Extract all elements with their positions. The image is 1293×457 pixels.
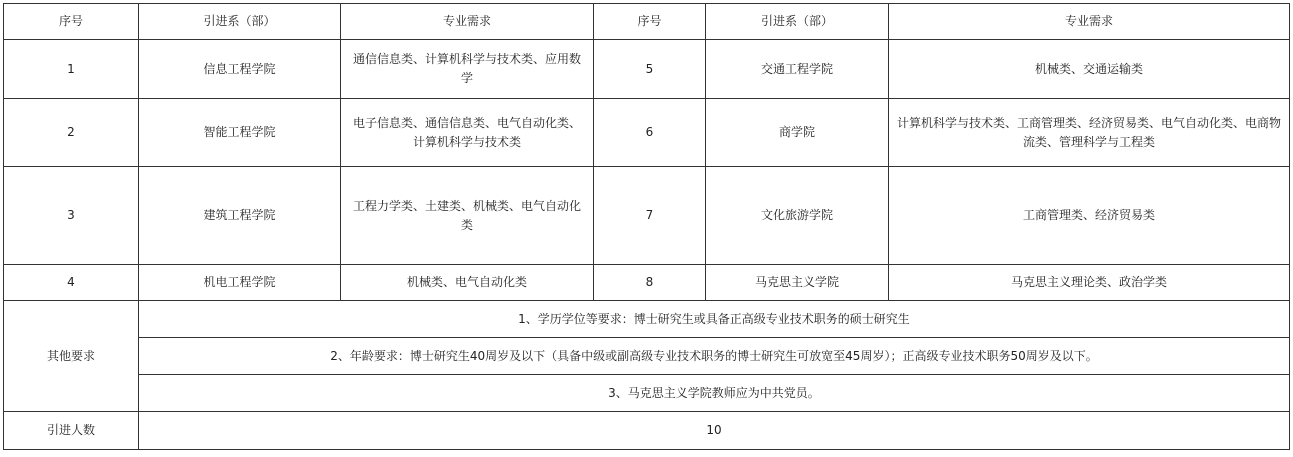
header-row: [4, 4, 1290, 40]
major-cell: 马克思主义理论类、政治学类: [889, 265, 1290, 301]
major-cell: 工程力学类、土建类、机械类、电气自动化类: [341, 167, 594, 265]
table-row: [4, 99, 1290, 167]
table-row: [4, 40, 1290, 99]
major-cell: 工商管理类、经济贸易类: [889, 167, 1290, 265]
header-dept: 引进系（部）: [139, 4, 341, 40]
major-cell: 电子信息类、通信信息类、电气自动化类、计算机科学与技术类: [341, 99, 594, 167]
department-cell: 商学院: [706, 99, 889, 167]
row-number: 7: [594, 167, 706, 265]
other-requirements-label: 其他要求: [4, 301, 139, 412]
department-cell: 马克思主义学院: [706, 265, 889, 301]
requirement-item: 3、马克思主义学院教师应为中共党员。: [139, 375, 1290, 412]
department-cell: 信息工程学院: [139, 40, 341, 99]
other-requirements-row: [4, 338, 1290, 375]
headcount-label: 引进人数: [4, 412, 139, 450]
major-cell: 计算机科学与技术类、工商管理类、经济贸易类、电气自动化类、电商物流类、管理科学与工程类: [889, 99, 1290, 167]
requirement-item: 1、学历学位等要求：博士研究生或具备正高级专业技术职务的硕士研究生: [139, 301, 1290, 338]
row-number: 5: [594, 40, 706, 99]
department-cell: 机电工程学院: [139, 265, 341, 301]
major-cell: 机械类、电气自动化类: [341, 265, 594, 301]
row-number: 8: [594, 265, 706, 301]
other-requirements-row: [4, 375, 1290, 412]
headcount-value: 10: [139, 412, 1290, 450]
row-number: 4: [4, 265, 139, 301]
header-major: 专业需求: [889, 4, 1290, 40]
department-cell: 建筑工程学院: [139, 167, 341, 265]
other-requirements-row: [4, 301, 1290, 338]
header-no: 序号: [594, 4, 706, 40]
department-cell: 智能工程学院: [139, 99, 341, 167]
row-number: 6: [594, 99, 706, 167]
department-cell: 文化旅游学院: [706, 167, 889, 265]
row-number: 2: [4, 99, 139, 167]
headcount-row: [4, 412, 1290, 450]
header-major: 专业需求: [341, 4, 594, 40]
department-cell: 交通工程学院: [706, 40, 889, 99]
recruitment-table: [3, 3, 1290, 450]
header-dept: 引进系（部）: [706, 4, 889, 40]
major-cell: 通信信息类、计算机科学与技术类、应用数学: [341, 40, 594, 99]
requirement-item: 2、年龄要求：博士研究生40周岁及以下（具备中级或副高级专业技术职务的博士研究生可放宽至45周岁）；正高级专业技术职务50周岁及以下。: [139, 338, 1290, 375]
table-row: [4, 167, 1290, 265]
row-number: 3: [4, 167, 139, 265]
header-no: 序号: [4, 4, 139, 40]
major-cell: 机械类、交通运输类: [889, 40, 1290, 99]
row-number: 1: [4, 40, 139, 99]
table-row: [4, 265, 1290, 301]
